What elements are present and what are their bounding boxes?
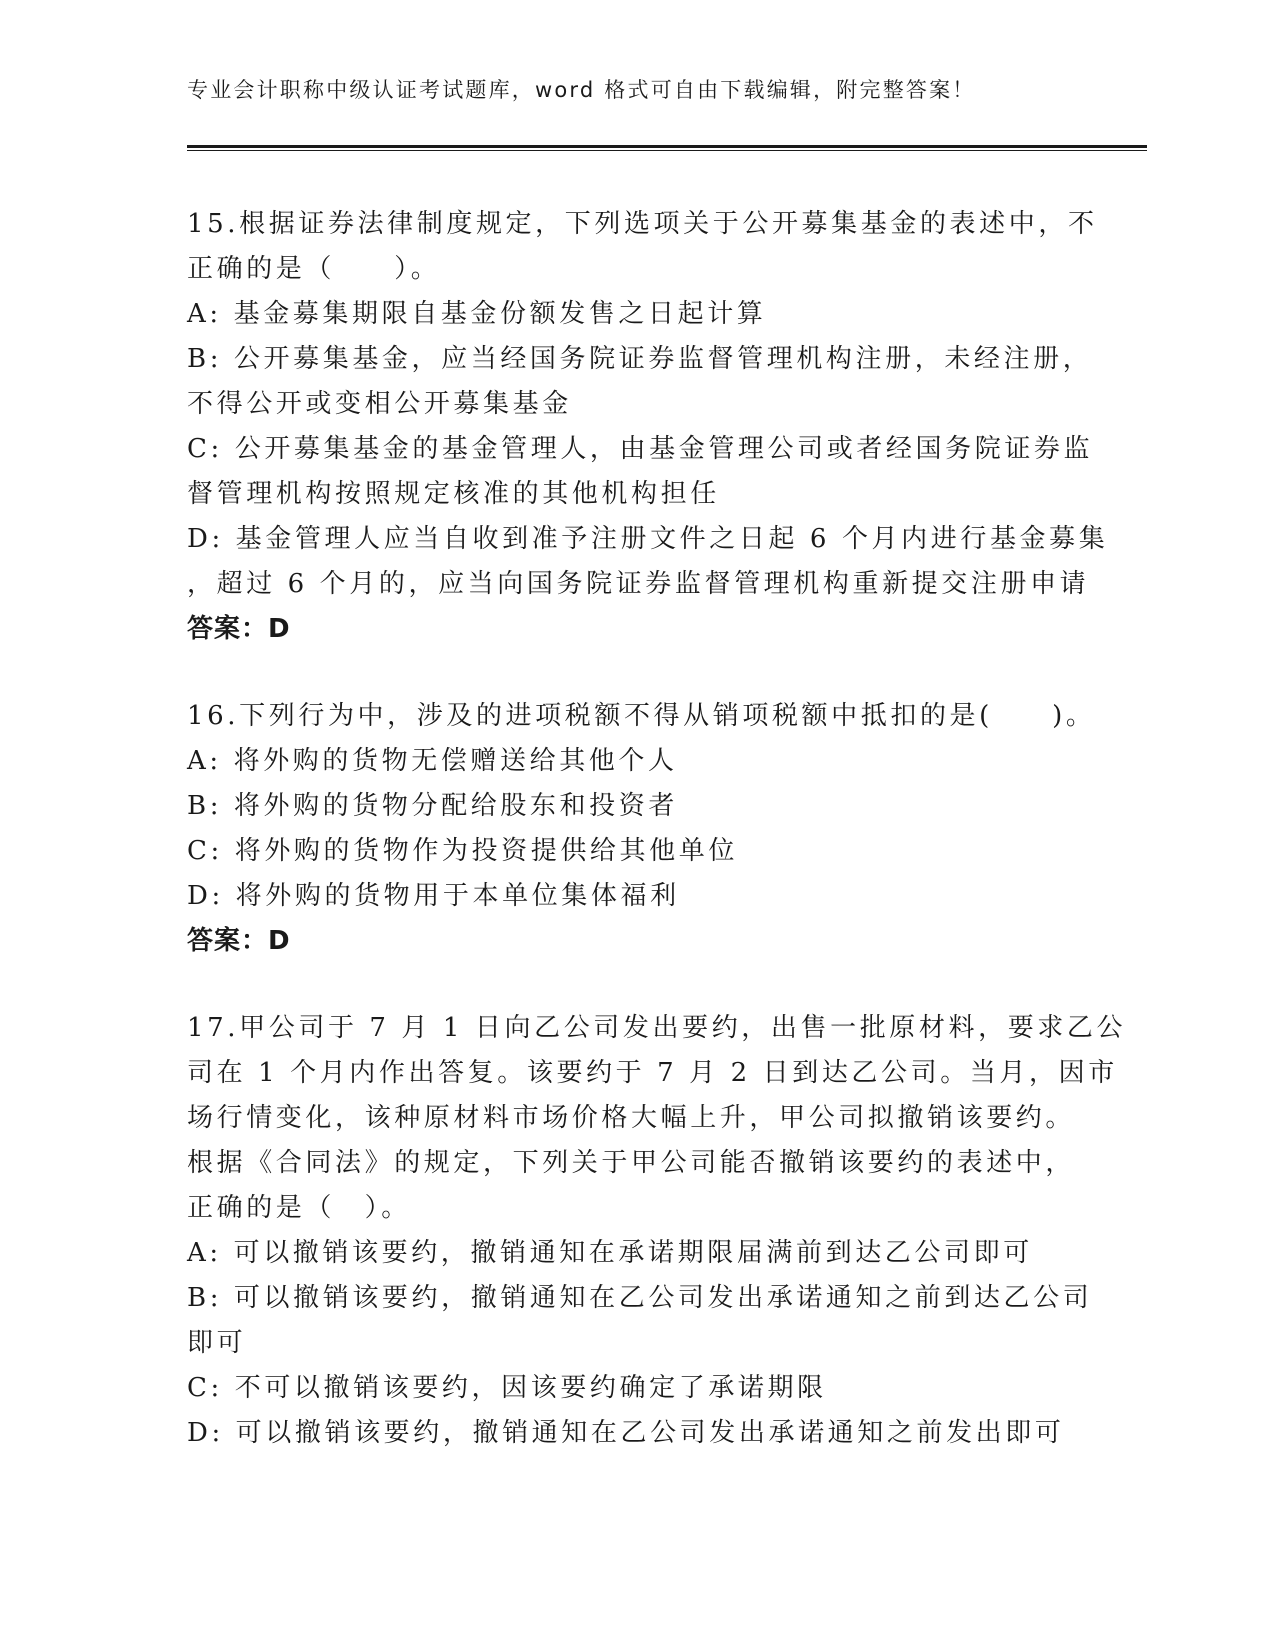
question-list xyxy=(187,202,1127,1456)
answer: 答案：D xyxy=(187,926,291,956)
page-header: 专业会计职称中级认证考试题库，word 格式可自由下载编辑，附完整答案！ xyxy=(187,78,976,102)
option-c: C: 将外购的货物作为投资提供给其他单位 xyxy=(187,836,738,866)
option-c: C: 不可以撤销该要约，因该要约确定了承诺期限 xyxy=(187,1373,827,1403)
answer: 答案：D xyxy=(187,614,291,644)
option-d: D: 基金管理人应当自收到准予注册文件之日起 6 个月内进行基金募集 xyxy=(187,524,1109,554)
question-stem-line: 15.根据证券法律制度规定，下列选项关于公开募集基金的表述中，不 xyxy=(187,209,1098,239)
option-c-continued: 督管理机构按照规定核准的其他机构担任 xyxy=(187,479,720,509)
question-stem-line: 正确的是（ ）。 xyxy=(187,1193,411,1223)
question-16 xyxy=(187,694,1096,964)
question-stem-line: 17.甲公司于 7 月 1 日向乙公司发出要约，出售一批原材料，要求乙公 xyxy=(187,1013,1127,1043)
question-stem-line: 司在 1 个月内作出答复。该要约于 7 月 2 日到达乙公司。当月，因市 xyxy=(187,1058,1118,1088)
option-b-continued: 不得公开或变相公开募集基金 xyxy=(187,389,572,419)
question-17 xyxy=(187,1006,1127,1456)
question-15 xyxy=(187,202,1109,652)
option-d-continued: ，超过 6 个月的，应当向国务院证券监督管理机构重新提交注册申请 xyxy=(187,569,1090,599)
option-c: C: 公开募集基金的基金管理人，由基金管理公司或者经国务院证券监 xyxy=(187,434,1094,464)
option-b: B: 可以撤销该要约，撤销通知在乙公司发出承诺通知之前到达乙公司 xyxy=(187,1283,1093,1313)
option-b: B: 将外购的货物分配给股东和投资者 xyxy=(187,791,678,821)
header-rule xyxy=(187,145,1147,148)
option-a: A: 可以撤销该要约，撤销通知在承诺期限届满前到达乙公司即可 xyxy=(187,1238,1033,1268)
option-b: B: 公开募集基金，应当经国务院证券监督管理机构注册，未经注册， xyxy=(187,344,1093,374)
option-d: D: 将外购的货物用于本单位集体福利 xyxy=(187,881,680,911)
header-rule-thin xyxy=(187,150,1147,151)
option-a: A: 基金募集期限自基金份额发售之日起计算 xyxy=(187,299,767,329)
question-stem-line: 场行情变化，该种原材料市场价格大幅上升，甲公司拟撤销该要约。 xyxy=(187,1103,1076,1133)
question-stem-line: 正确的是（ ）。 xyxy=(187,254,441,284)
question-stem-line: 根据《合同法》的规定，下列关于甲公司能否撤销该要约的表述中， xyxy=(187,1148,1076,1178)
option-a: A: 将外购的货物无偿赠送给其他个人 xyxy=(187,746,678,776)
option-b-continued: 即可 xyxy=(187,1328,247,1358)
question-stem-line: 16.下列行为中，涉及的进项税额不得从销项税额中抵扣的是( )。 xyxy=(187,701,1096,731)
option-d: D: 可以撤销该要约，撤销通知在乙公司发出承诺通知之前发出即可 xyxy=(187,1418,1065,1448)
